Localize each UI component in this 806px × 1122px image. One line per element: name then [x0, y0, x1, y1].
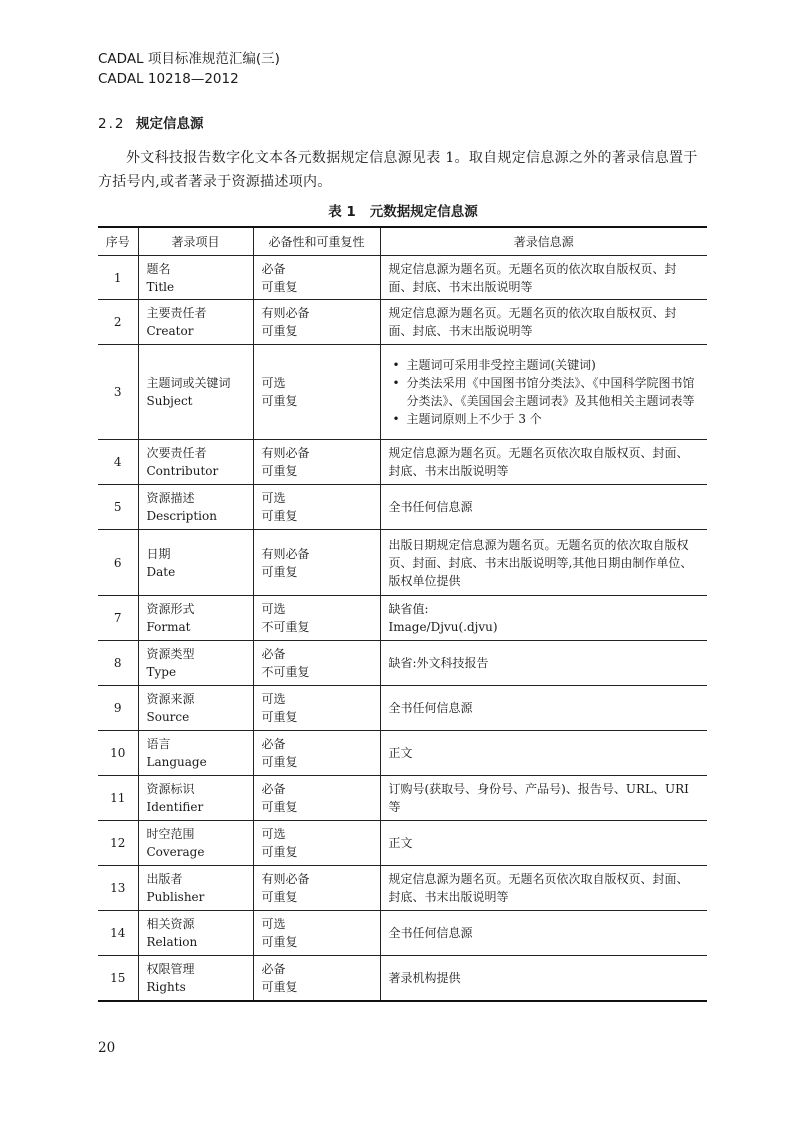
repeatability: 可重复	[261, 755, 298, 769]
item-name-zh: 资源形式	[146, 602, 195, 616]
table-row	[98, 256, 707, 300]
table-row	[98, 956, 707, 1001]
section-heading	[98, 112, 204, 132]
row-number: 2	[98, 300, 138, 345]
item-name-en: Publisher	[146, 890, 205, 904]
requirement-cell	[253, 686, 380, 731]
requirement-cell	[253, 641, 380, 686]
source-cell	[380, 821, 707, 866]
item-cell	[138, 530, 253, 596]
source-text-line: Image/Djvu(.djvu)	[388, 620, 498, 634]
source-cell	[380, 300, 707, 345]
requirement-cell	[253, 345, 380, 440]
source-cell	[380, 686, 707, 731]
section-number: 2.2	[98, 116, 126, 132]
col-header-requirement: 必备性和可重复性	[253, 227, 380, 256]
item-cell	[138, 686, 253, 731]
item-name-zh: 资源描述	[146, 491, 195, 505]
item-name-en: Source	[146, 710, 190, 724]
row-number: 6	[98, 530, 138, 596]
item-cell	[138, 300, 253, 345]
item-name-zh: 日期	[146, 546, 171, 561]
item-name-en: Date	[146, 564, 176, 579]
item-name-zh: 次要责任者	[146, 446, 207, 460]
requirement-cell	[253, 596, 380, 641]
row-number: 12	[98, 821, 138, 866]
source-text: 规定信息源为题名页。无题名页的依次取自版权页、封面、封底、书末出版说明等	[388, 306, 677, 338]
item-name-en: Contributor	[146, 464, 219, 478]
source-cell	[380, 345, 707, 440]
obligation: 有则必备	[261, 546, 310, 561]
table-caption-title: 元数据规定信息源	[369, 204, 478, 220]
item-name-en: Type	[146, 665, 177, 679]
item-name-zh: 主题词或关键词	[146, 376, 231, 390]
obligation: 必备	[261, 737, 286, 751]
source-text: 著录机构提供	[388, 970, 461, 985]
table-row	[98, 641, 707, 686]
item-cell	[138, 866, 253, 911]
table-caption	[0, 200, 806, 220]
row-number: 8	[98, 641, 138, 686]
table-row	[98, 866, 707, 911]
source-cell	[380, 256, 707, 300]
item-name-zh: 出版者	[146, 872, 183, 886]
source-bullet-list	[389, 356, 700, 428]
obligation: 必备	[261, 961, 286, 976]
item-name-zh: 主要责任者	[146, 306, 207, 320]
item-name-zh: 语言	[146, 737, 171, 751]
table-row	[98, 911, 707, 956]
repeatability: 可重复	[261, 564, 298, 579]
table-row	[98, 776, 707, 821]
repeatability: 可重复	[261, 324, 298, 338]
item-cell	[138, 440, 253, 485]
obligation: 可选	[261, 827, 286, 841]
item-cell	[138, 911, 253, 956]
item-name-zh: 题名	[146, 261, 171, 276]
page-number: 20	[98, 1040, 116, 1056]
source-text: 缺省:外文科技报告	[388, 656, 489, 670]
row-number: 3	[98, 345, 138, 440]
repeatability: 可重复	[261, 710, 298, 724]
section-title: 规定信息源	[136, 116, 204, 132]
table-row	[98, 300, 707, 345]
row-number: 14	[98, 911, 138, 956]
source-cell	[380, 866, 707, 911]
repeatability: 可重复	[261, 509, 298, 523]
obligation: 有则必备	[261, 446, 310, 460]
requirement-cell	[253, 530, 380, 596]
item-name-en: Format	[146, 620, 191, 634]
item-cell	[138, 596, 253, 641]
table-row	[98, 596, 707, 641]
source-bullet: • 主题词原则上不少于 3 个	[389, 410, 700, 428]
item-name-en: Title	[146, 279, 175, 294]
repeatability: 不可重复	[261, 665, 310, 679]
running-header-code: CADAL 10218—2012	[98, 71, 239, 87]
requirement-cell	[253, 776, 380, 821]
row-number: 4	[98, 440, 138, 485]
source-text: 全书任何信息源	[388, 701, 473, 715]
source-text: 出版日期规定信息源为题名页。无题名页的依次取自版权页、封面、封底、书末出版说明等,其他日期由制作单位、版权单位提供	[388, 537, 693, 588]
col-header-item: 著录项目	[138, 227, 253, 256]
source-text: 规定信息源为题名页。无题名页依次取自版权页、封面、封底、书末出版说明等	[388, 446, 689, 478]
running-header-title: CADAL 项目标准规范汇编(三)	[98, 51, 280, 67]
item-name-en: Rights	[146, 979, 186, 994]
table-header-row	[98, 227, 707, 256]
item-cell	[138, 776, 253, 821]
obligation: 必备	[261, 261, 286, 276]
item-name-en: Description	[146, 509, 217, 523]
source-cell	[380, 776, 707, 821]
source-cell	[380, 485, 707, 530]
metadata-source-table	[98, 226, 707, 1002]
source-cell	[380, 596, 707, 641]
row-number: 1	[98, 256, 138, 300]
source-text-line: 缺省值:	[388, 602, 429, 616]
item-cell	[138, 641, 253, 686]
obligation: 可选	[261, 491, 286, 505]
item-name-zh: 资源来源	[146, 692, 195, 706]
requirement-cell	[253, 821, 380, 866]
obligation: 可选	[261, 692, 286, 706]
item-cell	[138, 956, 253, 1001]
table-row	[98, 530, 707, 596]
source-text: 规定信息源为题名页。无题名页的依次取自版权页、封面、封底、书末出版说明等	[388, 261, 677, 294]
item-name-en: Creator	[146, 324, 194, 338]
source-cell	[380, 956, 707, 1001]
col-header-source: 著录信息源	[380, 227, 707, 256]
requirement-cell	[253, 956, 380, 1001]
repeatability: 可重复	[261, 935, 298, 949]
source-text: 全书任何信息源	[388, 500, 473, 514]
item-name-en: Identifier	[146, 800, 204, 814]
row-number: 9	[98, 686, 138, 731]
repeatability: 可重复	[261, 845, 298, 859]
item-name-en: Coverage	[146, 845, 205, 859]
source-bullet: • 主题词可采用非受控主题词(关键词)	[389, 356, 700, 374]
item-name-zh: 资源标识	[146, 782, 195, 796]
repeatability: 可重复	[261, 800, 298, 814]
obligation: 有则必备	[261, 306, 310, 320]
item-cell	[138, 821, 253, 866]
item-name-zh: 时空范围	[146, 827, 195, 841]
obligation: 可选	[261, 376, 286, 390]
item-cell	[138, 485, 253, 530]
obligation: 可选	[261, 917, 286, 931]
item-name-zh: 权限管理	[146, 961, 195, 976]
row-number: 7	[98, 596, 138, 641]
item-cell	[138, 731, 253, 776]
source-bullet: • 分类法采用《中国图书馆分类法》、《中国科学院图书馆分类法》、《美国国会主题词表》及其他相关主题词表等	[389, 374, 700, 410]
item-name-en: Language	[146, 755, 207, 769]
row-number: 11	[98, 776, 138, 821]
requirement-cell	[253, 485, 380, 530]
repeatability: 可重复	[261, 394, 298, 408]
table-row	[98, 731, 707, 776]
item-cell	[138, 345, 253, 440]
item-name-en: Relation	[146, 935, 198, 949]
table-row	[98, 821, 707, 866]
source-text: 规定信息源为题名页。无题名页依次取自版权页、封面、封底、书末出版说明等	[388, 872, 689, 904]
item-name-zh: 资源类型	[146, 647, 195, 661]
table-caption-label: 表 1	[328, 204, 356, 220]
item-cell	[138, 256, 253, 300]
requirement-cell	[253, 440, 380, 485]
source-cell	[380, 440, 707, 485]
source-cell	[380, 641, 707, 686]
table-row	[98, 686, 707, 731]
repeatability: 可重复	[261, 279, 298, 294]
obligation: 可选	[261, 602, 286, 616]
source-text: 正文	[388, 746, 413, 760]
source-cell	[380, 530, 707, 596]
source-text: 全书任何信息源	[388, 926, 473, 940]
source-cell	[380, 731, 707, 776]
row-number: 15	[98, 956, 138, 1001]
col-header-no: 序号	[98, 227, 138, 256]
repeatability: 可重复	[261, 979, 298, 994]
item-name-en: Subject	[146, 394, 193, 408]
requirement-cell	[253, 731, 380, 776]
row-number: 10	[98, 731, 138, 776]
item-name-zh: 相关资源	[146, 917, 195, 931]
repeatability: 不可重复	[261, 620, 310, 634]
obligation: 有则必备	[261, 872, 310, 886]
source-text: 正文	[388, 836, 413, 850]
requirement-cell	[253, 911, 380, 956]
row-number: 5	[98, 485, 138, 530]
requirement-cell	[253, 866, 380, 911]
table-row	[98, 485, 707, 530]
source-text: 订购号(获取号、身份号、产品号)、报告号、URL、URI 等	[388, 782, 689, 814]
repeatability: 可重复	[261, 890, 298, 904]
source-cell	[380, 911, 707, 956]
obligation: 必备	[261, 647, 286, 661]
requirement-cell	[253, 256, 380, 300]
table-row	[98, 345, 707, 440]
body-paragraph: 外文科技报告数字化文本各元数据规定信息源见表 1。取自规定信息源之外的著录信息置于方括号内,或者著录于资源描述项内。	[98, 150, 698, 190]
table-row	[98, 440, 707, 485]
obligation: 必备	[261, 782, 286, 796]
requirement-cell	[253, 300, 380, 345]
repeatability: 可重复	[261, 464, 298, 478]
row-number: 13	[98, 866, 138, 911]
